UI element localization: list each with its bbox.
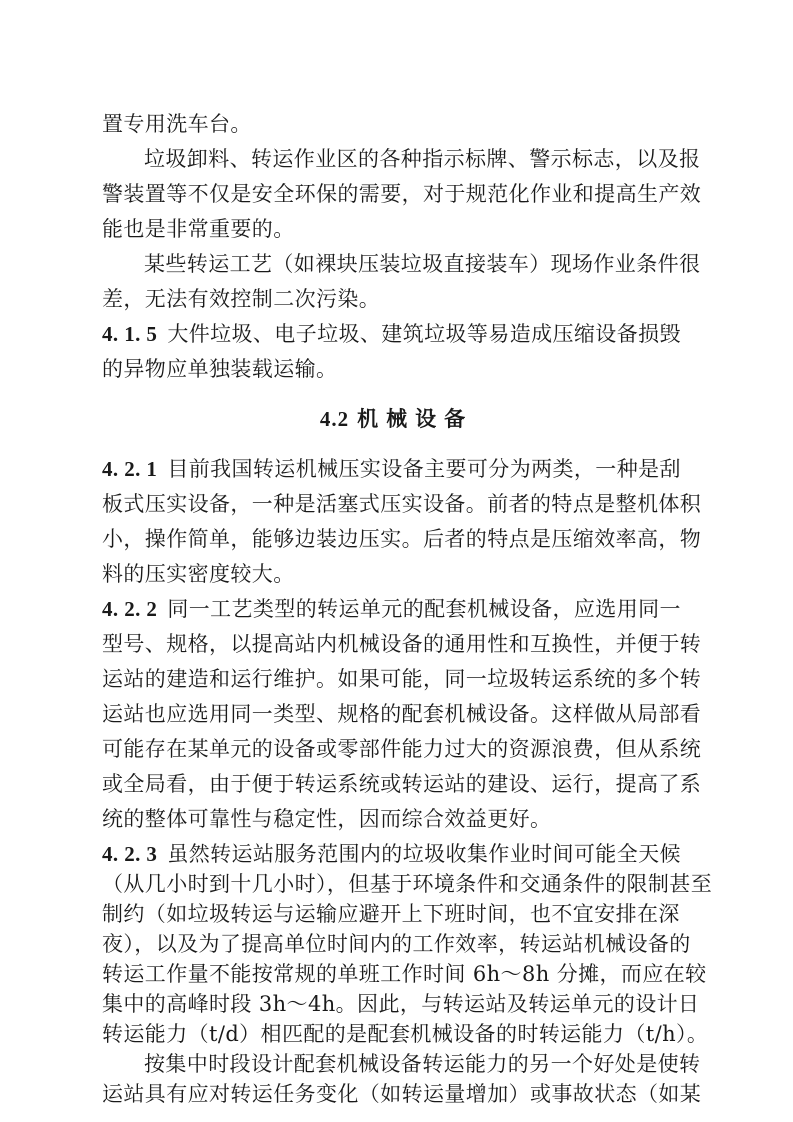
paragraph-line: 板式压实设备，一种是活塞式压实设备。前者的特点是整机体积 <box>102 492 702 516</box>
paragraph-line: 型号、规格，以提高站内机械设备的通用性和互换性，并便于转 <box>102 632 702 656</box>
paragraph-line: 集中的高峰时段 3h～4h。因此，与转运站及转运单元的设计日 <box>102 992 700 1016</box>
clause-number: 4. 1. 5 <box>102 322 158 346</box>
paragraph-line: 能也是非常重要的。 <box>102 217 295 241</box>
paragraph-line: （从几小时到十几小时），但基于环境条件和交通条件的限制甚至 <box>102 872 713 896</box>
paragraph-line: 制约（如垃圾转运与运输应避开上下班时间，也不宜安排在深 <box>102 902 680 926</box>
clause-text: 大件垃圾、电子垃圾、建筑垃圾等易造成压缩设备损毁 <box>167 322 681 346</box>
paragraph-line: 运站也应选用同一类型、规格的配套机械设备。这样做从局部看 <box>102 702 702 726</box>
paragraph-line: 或全局看，由于便于转运系统或转运站的建设、运行，提高了系 <box>102 772 702 796</box>
paragraph-line: 差，无法有效控制二次污染。 <box>102 287 381 311</box>
paragraph-line: 垃圾卸料、转运作业区的各种指示标牌、警示标志，以及报 <box>144 147 701 171</box>
paragraph-line: 置专用洗车台。 <box>102 112 252 136</box>
section-title: 机械设备 <box>357 406 474 431</box>
paragraph-line: 料的压实密度较大。 <box>102 562 295 586</box>
paragraph-line: 夜），以及为了提高单位时间内的工作效率，转运站机械设备的 <box>102 932 691 956</box>
clause-text: 目前我国转运机械压实设备主要可分为两类，一种是刮 <box>167 457 681 481</box>
paragraph-line: 可能存在某单元的设备或零部件能力过大的资源浪费，但从系统 <box>102 737 702 761</box>
section-number: 4.2 <box>319 407 350 431</box>
clause-number: 4. 2. 2 <box>102 597 158 621</box>
paragraph-line: 转运工作量不能按常规的单班工作时间 6h～8h 分摊，而应在较 <box>102 962 707 986</box>
paragraph-line: 统的整体可靠性与稳定性，因而综合效益更好。 <box>102 807 552 831</box>
paragraph-line: 警装置等不仅是安全环保的需要，对于规范化作业和提高生产效 <box>102 182 702 206</box>
paragraph-line: 转运能力（t/d）相匹配的是配套机械设备的时转运能力（t/h）。 <box>102 1022 709 1046</box>
clause-text: 同一工艺类型的转运单元的配套机械设备，应选用同一 <box>167 597 681 621</box>
clause-text: 虽然转运站服务范围内的垃圾收集作业时间可能全天候 <box>167 842 681 866</box>
clause-4-2-3 <box>102 840 681 868</box>
clause-4-2-1 <box>102 455 681 483</box>
clause-4-1-5 <box>102 320 681 348</box>
paragraph-line: 按集中时段设计配套机械设备转运能力的另一个好处是使转 <box>144 1052 701 1076</box>
paragraph-line: 小，操作简单，能够边装边压实。后者的特点是压缩效率高，物 <box>102 527 702 551</box>
paragraph-line: 运站具有应对转运任务变化（如转运量增加）或事故状态（如某 <box>102 1082 702 1106</box>
paragraph-line: 某些转运工艺（如裸块压装垃圾直接装车）现场作业条件很 <box>144 252 701 276</box>
paragraph-line: 的异物应单独装载运输。 <box>102 357 338 381</box>
clause-number: 4. 2. 3 <box>102 842 158 866</box>
paragraph-line: 运站的建造和运行维护。如果可能，同一垃圾转运系统的多个转 <box>102 667 702 691</box>
clause-number: 4. 2. 1 <box>102 457 158 481</box>
section-heading <box>0 405 793 433</box>
clause-4-2-2 <box>102 595 681 623</box>
